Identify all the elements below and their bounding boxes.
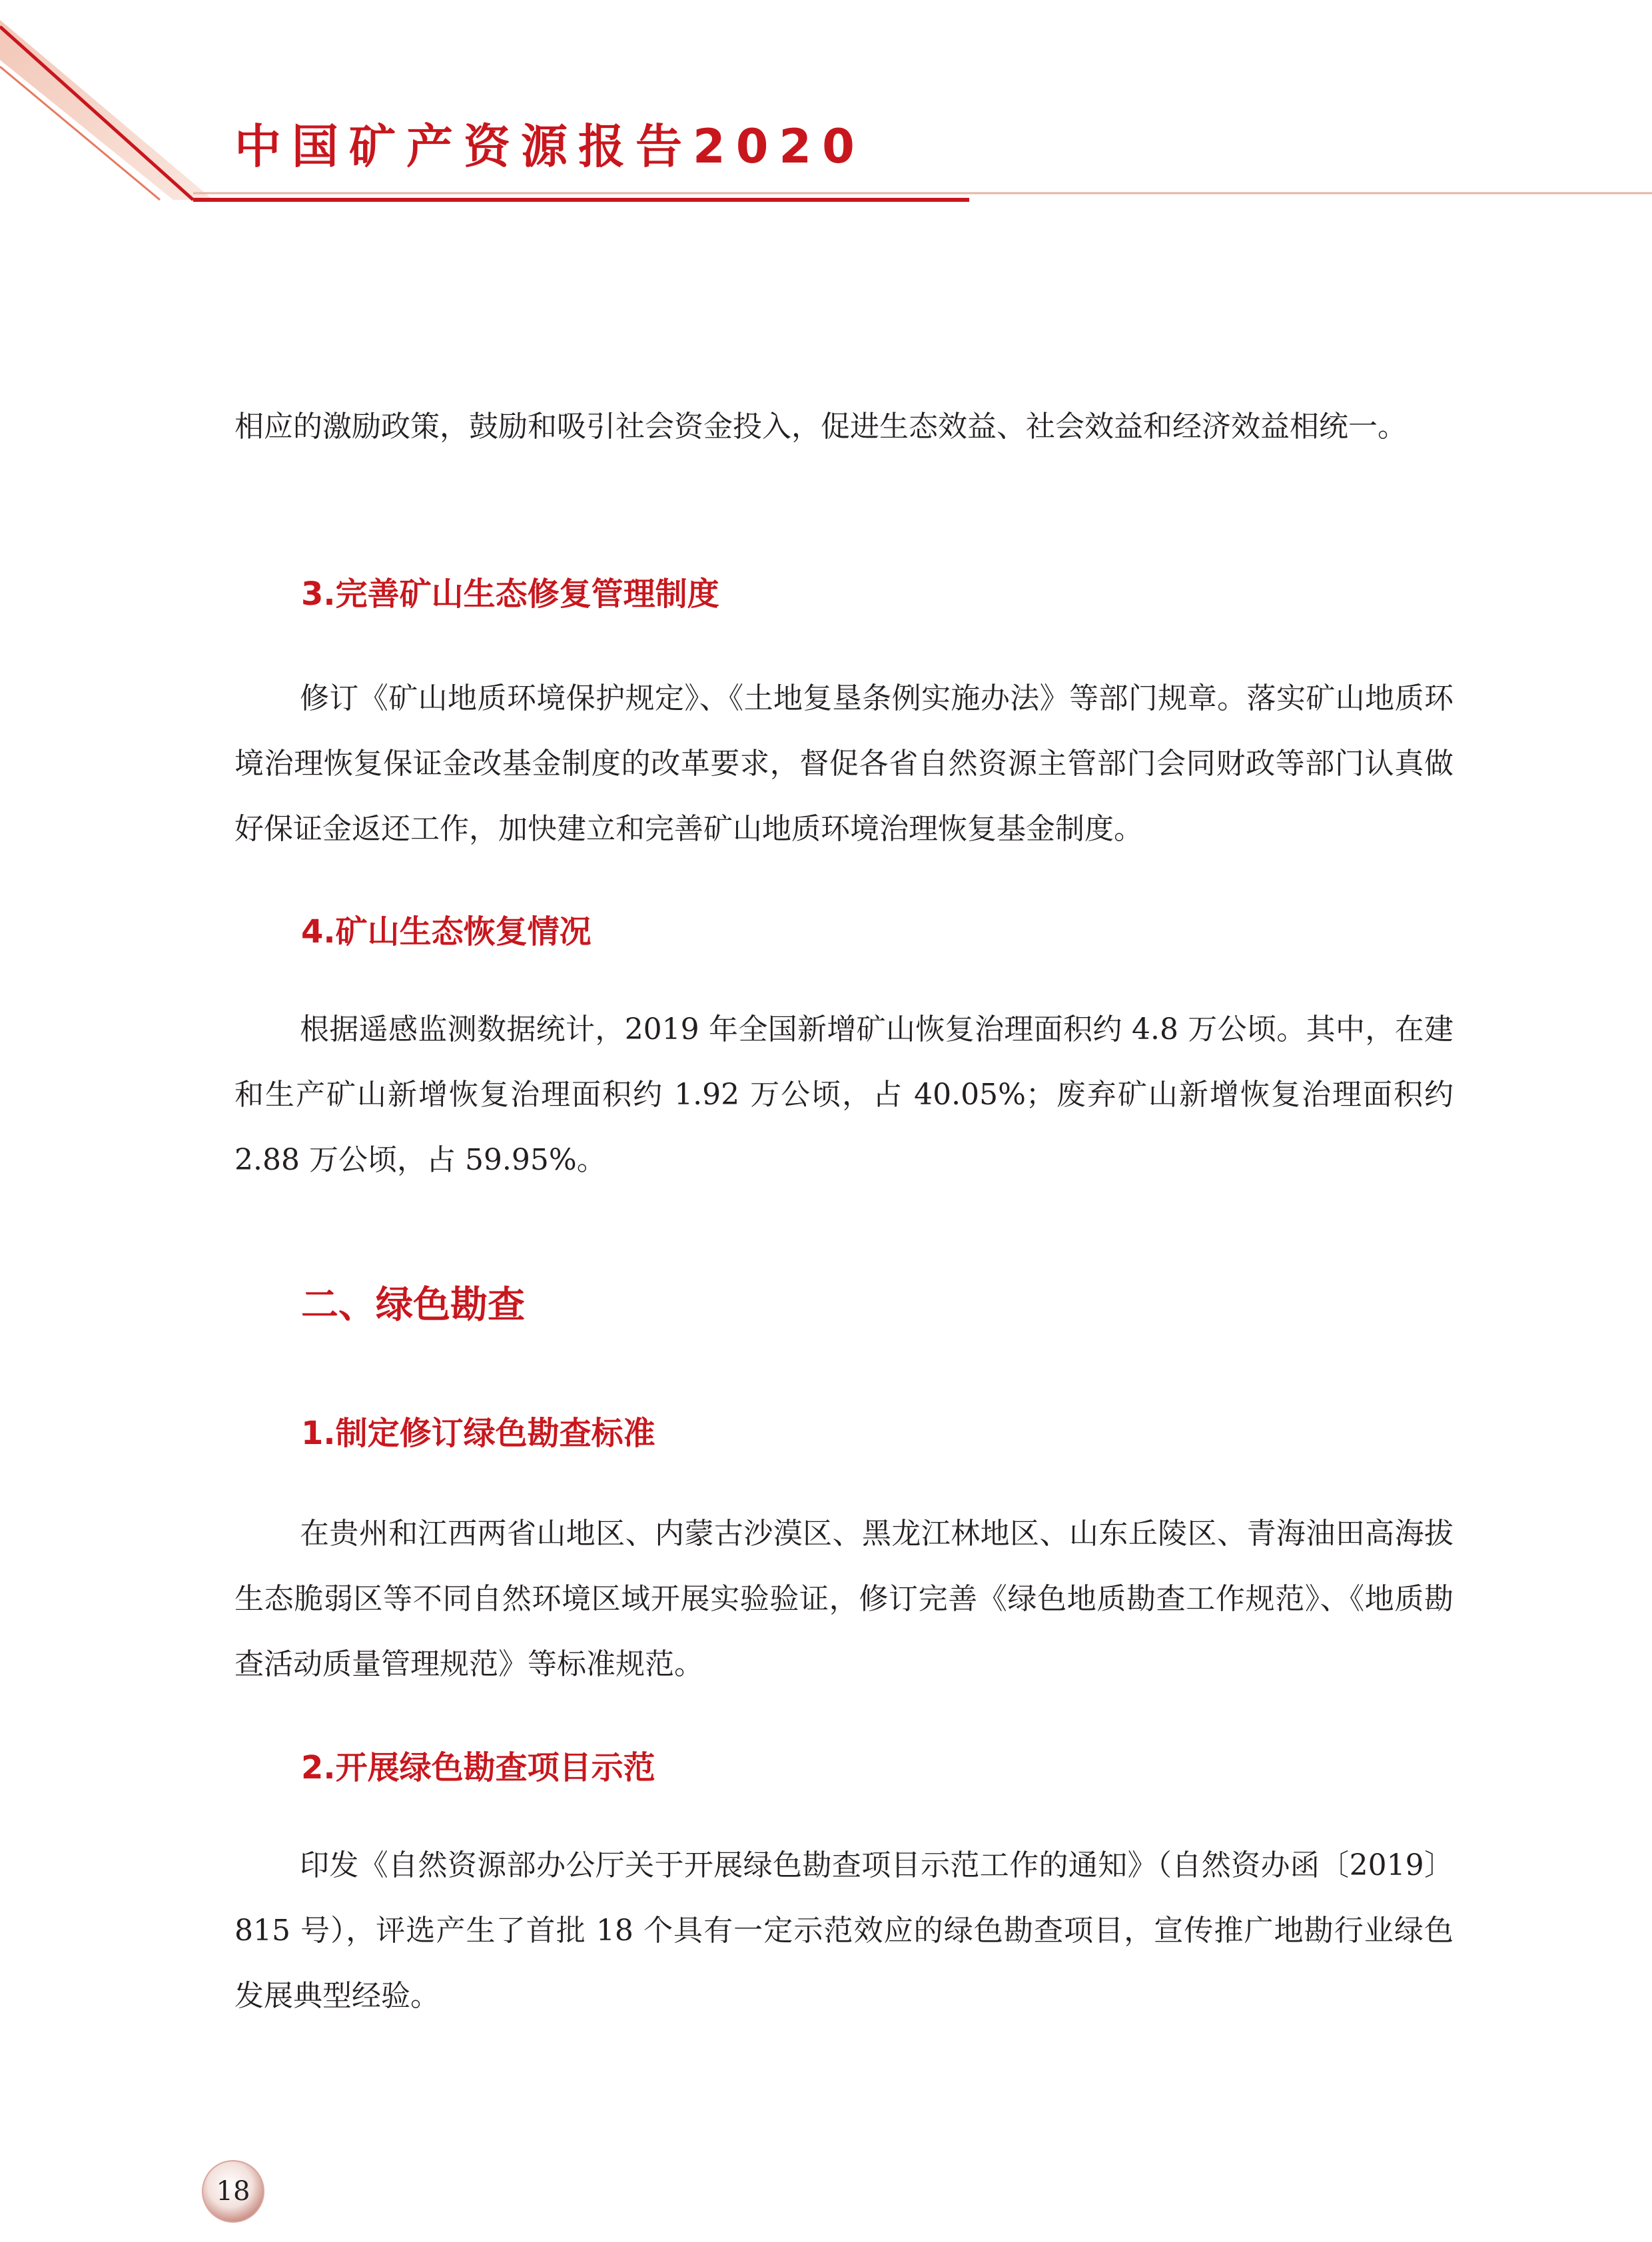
subheading-4: 4.矿山生态恢复情况 [301, 913, 592, 950]
subheading-s2-2: 2.开展绿色勘查项目示范 [301, 1749, 655, 1786]
paragraph-s2-1: 在贵州和江西两省山地区、内蒙古沙漠区、黑龙江林地区、山东丘陵区、青海油田高海拔生态脆弱区等不同自然环境区域开展实验验证，修订完善《绿色地质勘查工作规范》、《地质勘查活动质量管理规范》等标准规范。 [234, 1517, 1453, 1681]
paragraph-4: 根据遥感监测数据统计，2019 年全国新增矿山恢复治理面积约 4.8 万公顷。其中，在建和生产矿山新增恢复治理面积约 1.92 万公顷，占 40.05%；废弃矿山新增恢复治理面积约 2.88 万公顷，占 59.95%。 [234, 1012, 1453, 1177]
subheading-s2-1: 1.制定修订绿色勘查标准 [301, 1415, 655, 1452]
paragraph-intro: 相应的激励政策，鼓励和吸引社会资金投入，促进生态效益、社会效益和经济效益相统一。 [234, 410, 1407, 444]
paragraph-s2-2: 印发《自然资源部办公厅关于开展绿色勘查项目示范工作的通知》（自然资办函〔2019〕815 号），评选产生了首批 18 个具有一定示范效应的绿色勘查项目，宣传推广地勘行业绿色发展典型经验。 [234, 1848, 1453, 2013]
section-heading-2: 二、绿色勘查 [301, 1284, 525, 1327]
subheading-3: 3.完善矿山生态修复管理制度 [301, 575, 719, 613]
paragraph-3: 修订《矿山地质环境保护规定》、《土地复垦条例实施办法》等部门规章。落实矿山地质环境治理恢复保证金改基金制度的改革要求，督促各省自然资源主管部门会同财政等部门认真做好保证金返还工作，加快建立和完善矿山地质环境治理恢复基金制度。 [234, 681, 1453, 846]
page-number: 18 [216, 2176, 250, 2207]
report-title: 中国矿产资源报告2020 [234, 119, 865, 174]
header-decoration [0, 0, 1652, 220]
